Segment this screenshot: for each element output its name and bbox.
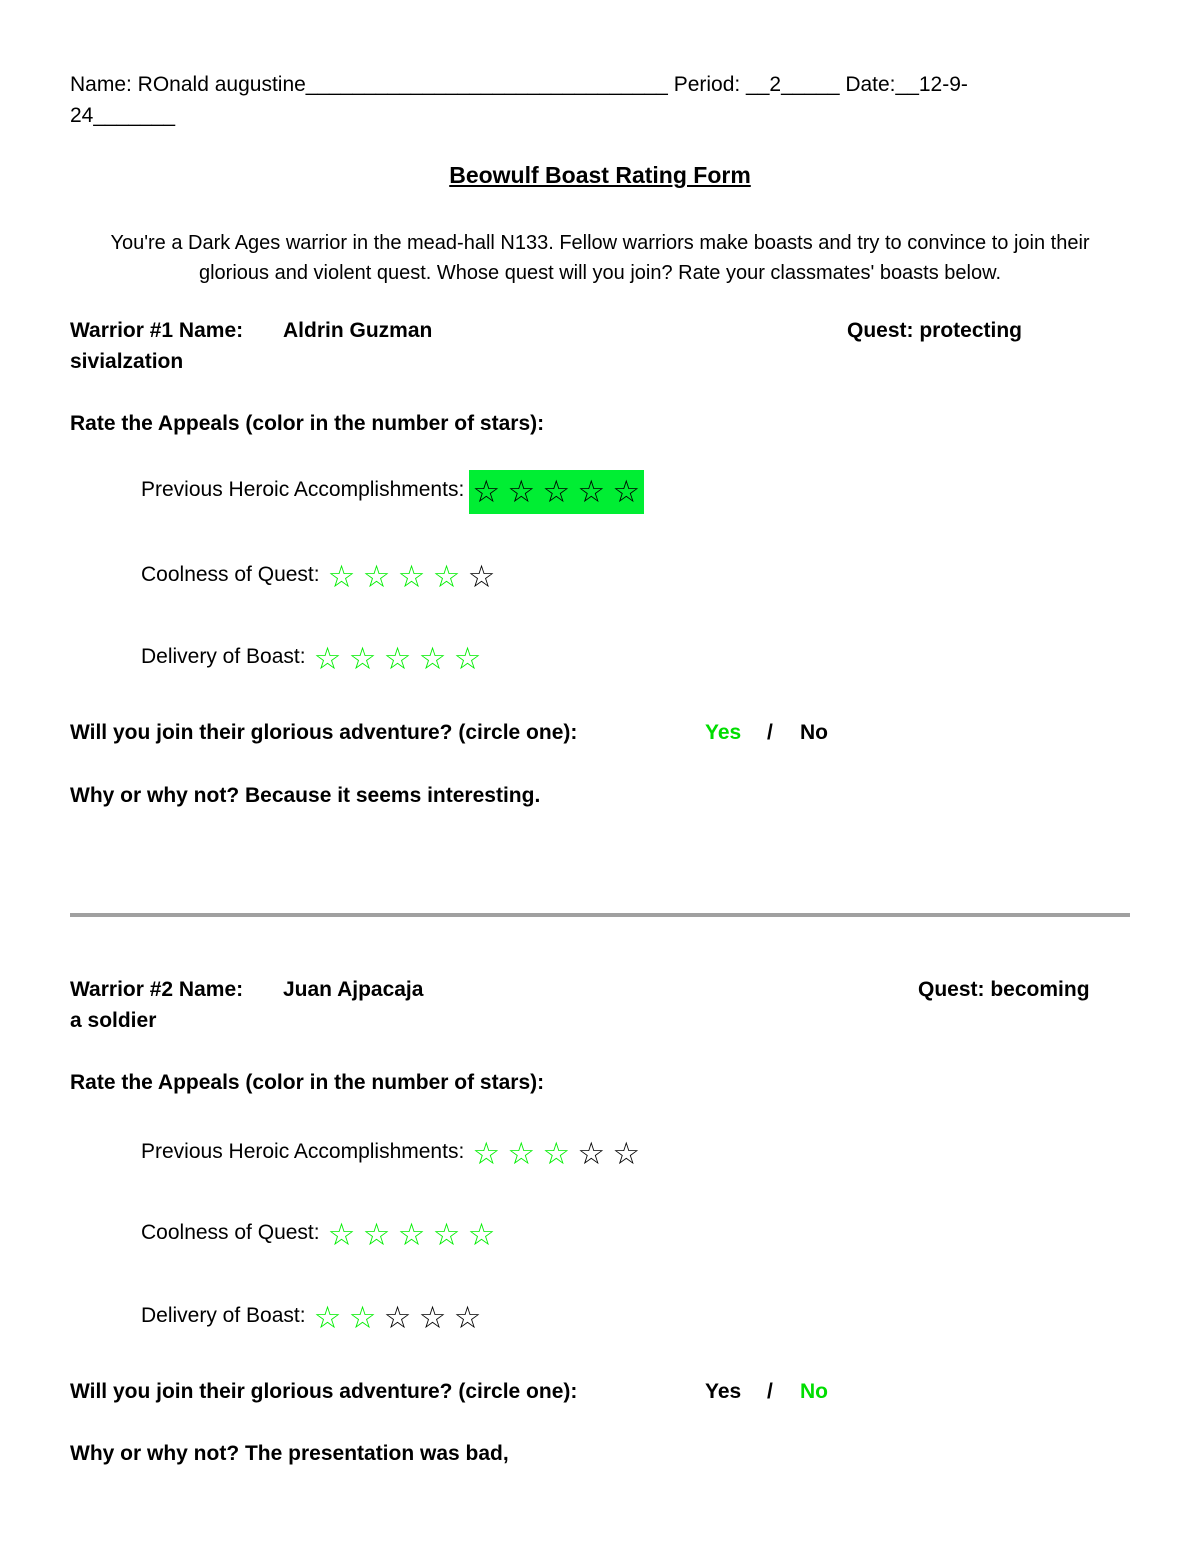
star-icon[interactable]: ☆ xyxy=(383,1300,412,1336)
warrior-name-label: Warrior #1 Name: xyxy=(70,319,244,342)
star-rating[interactable] xyxy=(469,470,644,514)
star-icon[interactable]: ☆ xyxy=(313,1300,342,1336)
quest-label: Quest: becoming xyxy=(918,978,1090,1001)
quest-continued: a soldier xyxy=(70,1009,157,1032)
star-rating[interactable] xyxy=(324,557,499,597)
star-rating[interactable] xyxy=(310,1298,485,1338)
choice-separator: / xyxy=(767,721,773,744)
star-icon[interactable]: ☆ xyxy=(432,559,461,595)
rating-label: Coolness of Quest: xyxy=(141,563,320,587)
star-icon[interactable]: ☆ xyxy=(507,1136,536,1172)
star-icon[interactable]: ☆ xyxy=(472,474,501,510)
header-name-period-date: Name: ROnald augustine_______________________________ Period: __2_____ Date:__12-9- xyxy=(70,73,968,96)
rating-label: Delivery of Boast: xyxy=(141,645,306,669)
quest-continued: sivialzation xyxy=(70,350,184,373)
star-icon[interactable]: ☆ xyxy=(362,559,391,595)
star-icon[interactable]: ☆ xyxy=(467,559,496,595)
star-icon[interactable]: ☆ xyxy=(327,1217,356,1253)
rating-row-delivery-of-boast xyxy=(141,1298,485,1338)
form-title: Beowulf Boast Rating Form xyxy=(449,162,751,188)
rating-label: Previous Heroic Accomplishments: xyxy=(141,478,465,502)
star-icon[interactable]: ☆ xyxy=(383,641,412,677)
no-choice[interactable]: No xyxy=(800,1380,828,1403)
star-icon[interactable]: ☆ xyxy=(507,474,536,510)
warrior-name: Juan Ajpacaja xyxy=(283,978,424,1001)
yes-choice[interactable]: Yes xyxy=(705,1380,742,1403)
rating-label: Previous Heroic Accomplishments: xyxy=(141,1140,465,1164)
star-icon[interactable]: ☆ xyxy=(418,1300,447,1336)
star-icon[interactable]: ☆ xyxy=(327,559,356,595)
star-icon[interactable]: ☆ xyxy=(397,559,426,595)
join-question: Will you join their glorious adventure? (circle one): xyxy=(70,721,578,744)
yes-choice[interactable]: Yes xyxy=(705,721,742,744)
star-icon[interactable]: ☆ xyxy=(362,1217,391,1253)
star-icon[interactable]: ☆ xyxy=(348,1300,377,1336)
rating-row-heroic-accomplishments xyxy=(141,470,644,514)
header-date-continued: 24_______ xyxy=(70,104,176,127)
rating-label: Coolness of Quest: xyxy=(141,1221,320,1245)
star-icon[interactable]: ☆ xyxy=(612,1136,641,1172)
star-icon[interactable]: ☆ xyxy=(432,1217,461,1253)
star-icon[interactable]: ☆ xyxy=(472,1136,501,1172)
star-icon[interactable]: ☆ xyxy=(418,641,447,677)
join-question: Will you join their glorious adventure? (circle one): xyxy=(70,1380,578,1403)
star-icon[interactable]: ☆ xyxy=(577,474,606,510)
star-rating[interactable] xyxy=(324,1215,499,1255)
section-divider xyxy=(70,913,1130,917)
warrior-name: Aldrin Guzman xyxy=(283,319,433,342)
star-icon[interactable]: ☆ xyxy=(612,474,641,510)
star-icon[interactable]: ☆ xyxy=(542,1136,571,1172)
rating-row-coolness-of-quest xyxy=(141,1215,499,1255)
quest-label: Quest: protecting xyxy=(847,319,1023,342)
no-choice[interactable]: No xyxy=(800,721,828,744)
star-rating[interactable] xyxy=(469,1134,644,1174)
star-icon[interactable]: ☆ xyxy=(467,1217,496,1253)
star-icon[interactable]: ☆ xyxy=(348,641,377,677)
why-answer: Why or why not? The presentation was bad, xyxy=(70,1442,509,1465)
rate-appeals-heading: Rate the Appeals (color in the number of stars): xyxy=(70,412,545,435)
star-icon[interactable]: ☆ xyxy=(397,1217,426,1253)
star-icon[interactable]: ☆ xyxy=(542,474,571,510)
star-icon[interactable]: ☆ xyxy=(313,641,342,677)
star-icon[interactable]: ☆ xyxy=(577,1136,606,1172)
star-icon[interactable]: ☆ xyxy=(453,1300,482,1336)
warrior-name-label: Warrior #2 Name: xyxy=(70,978,244,1001)
choice-separator: / xyxy=(767,1380,773,1403)
why-answer: Why or why not? Because it seems interesting. xyxy=(70,784,541,807)
rating-row-heroic-accomplishments xyxy=(141,1134,644,1174)
intro-paragraph: You're a Dark Ages warrior in the mead-hall N133. Fellow warriors make boasts and try to convince to join their glorious and violent quest. Whose quest will you join? Rate your classmates' boasts below. xyxy=(110,232,1090,284)
rating-label: Delivery of Boast: xyxy=(141,1304,306,1328)
star-icon[interactable]: ☆ xyxy=(453,641,482,677)
rating-row-delivery-of-boast xyxy=(141,639,485,679)
star-rating[interactable] xyxy=(310,639,485,679)
rating-row-coolness-of-quest xyxy=(141,557,499,597)
rate-appeals-heading: Rate the Appeals (color in the number of stars): xyxy=(70,1071,545,1094)
